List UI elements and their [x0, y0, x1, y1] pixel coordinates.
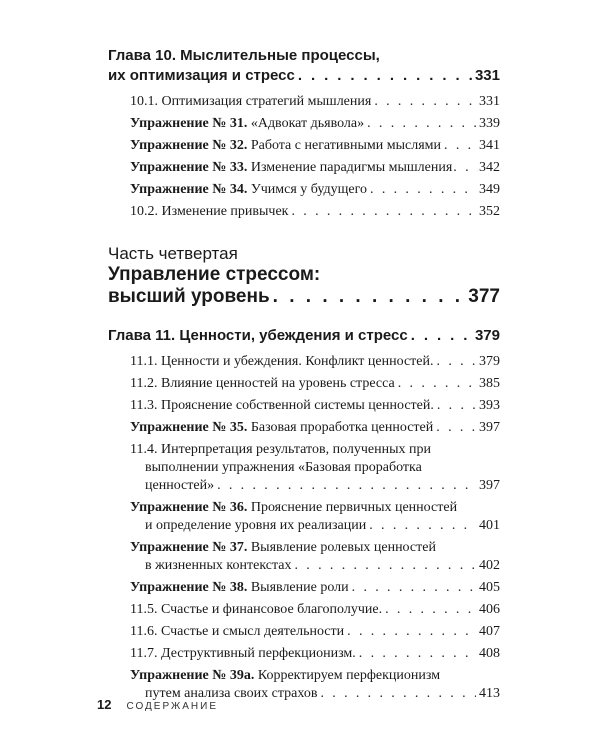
- dot-leader: [437, 395, 476, 417]
- dot-leader: [273, 286, 466, 308]
- toc-entry-11-2: 11.2. Влияние ценностей на уровень стресса . . . 385: [130, 373, 500, 395]
- dot-leader: [295, 557, 477, 575]
- chapter-10-title-line1: Глава 10. Мыслительные процессы,: [108, 47, 380, 64]
- toc-entry-10-1: 10.1. Оптимизация стратегий мышления . . . 331: [130, 91, 500, 113]
- toc-entry-exercise-32: Упражнение № 32. Работа с негативными мыслями . . . 341: [130, 135, 500, 157]
- dot-leader: [444, 135, 476, 157]
- chapter-10-title-line2: их оптимизация и стресс: [108, 67, 295, 84]
- toc-entry-exercise-31: Упражнение № 31. «Адвокат дьявола» . . . 339: [130, 113, 500, 135]
- dot-leader: [411, 326, 472, 346]
- part-4-title-line1: Управление стрессом:: [108, 264, 321, 285]
- running-section-title: СОДЕРЖАНИЕ: [126, 701, 219, 712]
- toc-entry-exercise-38: Упражнение № 38. Выявление роли . . . 405: [130, 577, 500, 599]
- toc-entry-10-2: 10.2. Изменение привычек . . . 352: [130, 201, 500, 223]
- toc-entry-exercise-36: Упражнение № 36. Прояснение первичных ценностей и определение уровня их реализации . . . 401: [130, 497, 500, 537]
- toc-entry-exercise-37: Упражнение № 37. Выявление ролевых ценностей в жизненных контекстах . . . 402: [130, 537, 500, 577]
- chapter-11-title: Глава 11. Ценности, убеждения и стресс: [108, 327, 408, 344]
- dot-leader: [398, 373, 476, 395]
- page-number: 12: [97, 697, 112, 712]
- toc-entry-11-7: 11.7. Деструктивный перфекционизм. . . . 408: [130, 643, 500, 665]
- dot-leader: [437, 351, 476, 373]
- dot-leader: [367, 113, 476, 135]
- toc-entry-exercise-35: Упражнение № 35. Базовая проработка ценностей . . . 397: [130, 417, 500, 439]
- toc-entry-11-5: 11.5. Счастье и финансовое благополучие. . . . 406: [130, 599, 500, 621]
- dot-leader: [374, 91, 476, 113]
- toc-entry-11-6: 11.6. Счастье и смысл деятельности . . . 407: [130, 621, 500, 643]
- chapter-10-heading: [108, 46, 500, 86]
- part-4-title: [108, 264, 500, 308]
- dot-leader: [370, 179, 476, 201]
- page-footer: [97, 697, 218, 712]
- toc-entry-11-4: 11.4. Интерпретация результатов, полученных при выполнении упражнения «Базовая проработка ценностей» . . . 397: [130, 439, 500, 497]
- chapter-11-page: 379: [474, 327, 500, 344]
- dot-leader: [347, 621, 476, 643]
- dot-leader: [320, 685, 476, 703]
- dot-leader: [217, 477, 476, 495]
- part-4-title-line2: высший уровень: [108, 286, 270, 307]
- dot-leader: [298, 66, 472, 86]
- dot-leader: [385, 599, 476, 621]
- dot-leader: [352, 577, 476, 599]
- part-4-label: Часть четвертая: [108, 244, 238, 263]
- toc-entry-11-1: 11.1. Ценности и убеждения. Конфликт ценностей. . . . 379: [130, 351, 500, 373]
- dot-leader: [359, 643, 476, 665]
- toc-entry-11-3: 11.3. Прояснение собственной системы ценностей. . . . 393: [130, 395, 500, 417]
- chapter-10-page: 331: [474, 67, 500, 84]
- dot-leader: [436, 417, 476, 439]
- dot-leader: [369, 517, 476, 535]
- table-of-contents: [108, 46, 500, 705]
- part-4-page: 377: [468, 286, 500, 307]
- dot-leader: [291, 201, 476, 223]
- toc-entry-exercise-34: Упражнение № 34. Учимся у будущего . . . 349: [130, 179, 500, 201]
- toc-entry-exercise-39a: Упражнение № 39а. Корректируем перфекционизм путем анализа своих страхов . . . 413: [130, 665, 500, 705]
- toc-entry-exercise-33: Упражнение № 33. Изменение парадигмы мышления . . . 342: [130, 157, 500, 179]
- chapter-11-heading: [108, 326, 500, 346]
- dot-leader: [453, 157, 478, 179]
